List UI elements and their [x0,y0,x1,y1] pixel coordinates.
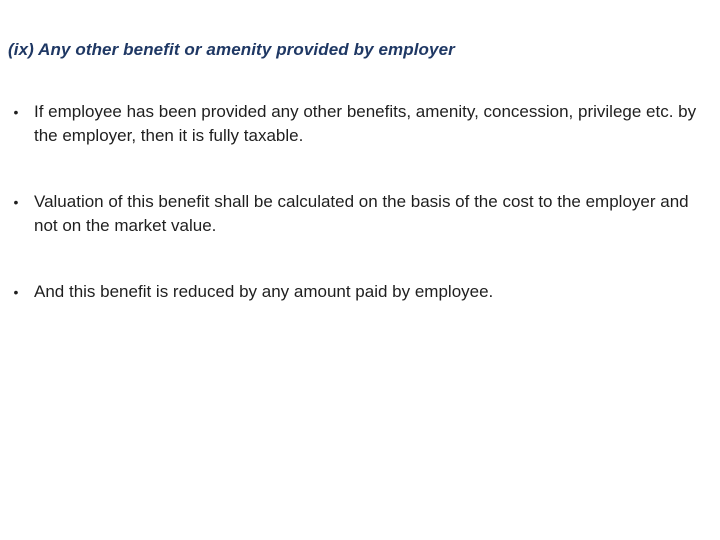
bullet-list [10,100,700,304]
bullet-icon: • [13,284,19,300]
bullet-icon: • [13,194,19,210]
slide-title: (ix) Any other benefit or amenity provided by employer [8,40,455,59]
bullet-text: If employee has been provided any other benefits, amenity, concession, privilege etc. by the employer, then it is fully taxable. [34,102,697,145]
bullet-item-taxable [10,100,700,148]
bullet-item-valuation [10,190,700,238]
bullet-item-reduction [10,280,700,304]
bullet-icon: • [13,104,19,120]
bullet-text: And this benefit is reduced by any amount paid by employee. [34,282,494,301]
bullet-text: Valuation of this benefit shall be calculated on the basis of the cost to the employer and not on the market value. [34,192,689,235]
